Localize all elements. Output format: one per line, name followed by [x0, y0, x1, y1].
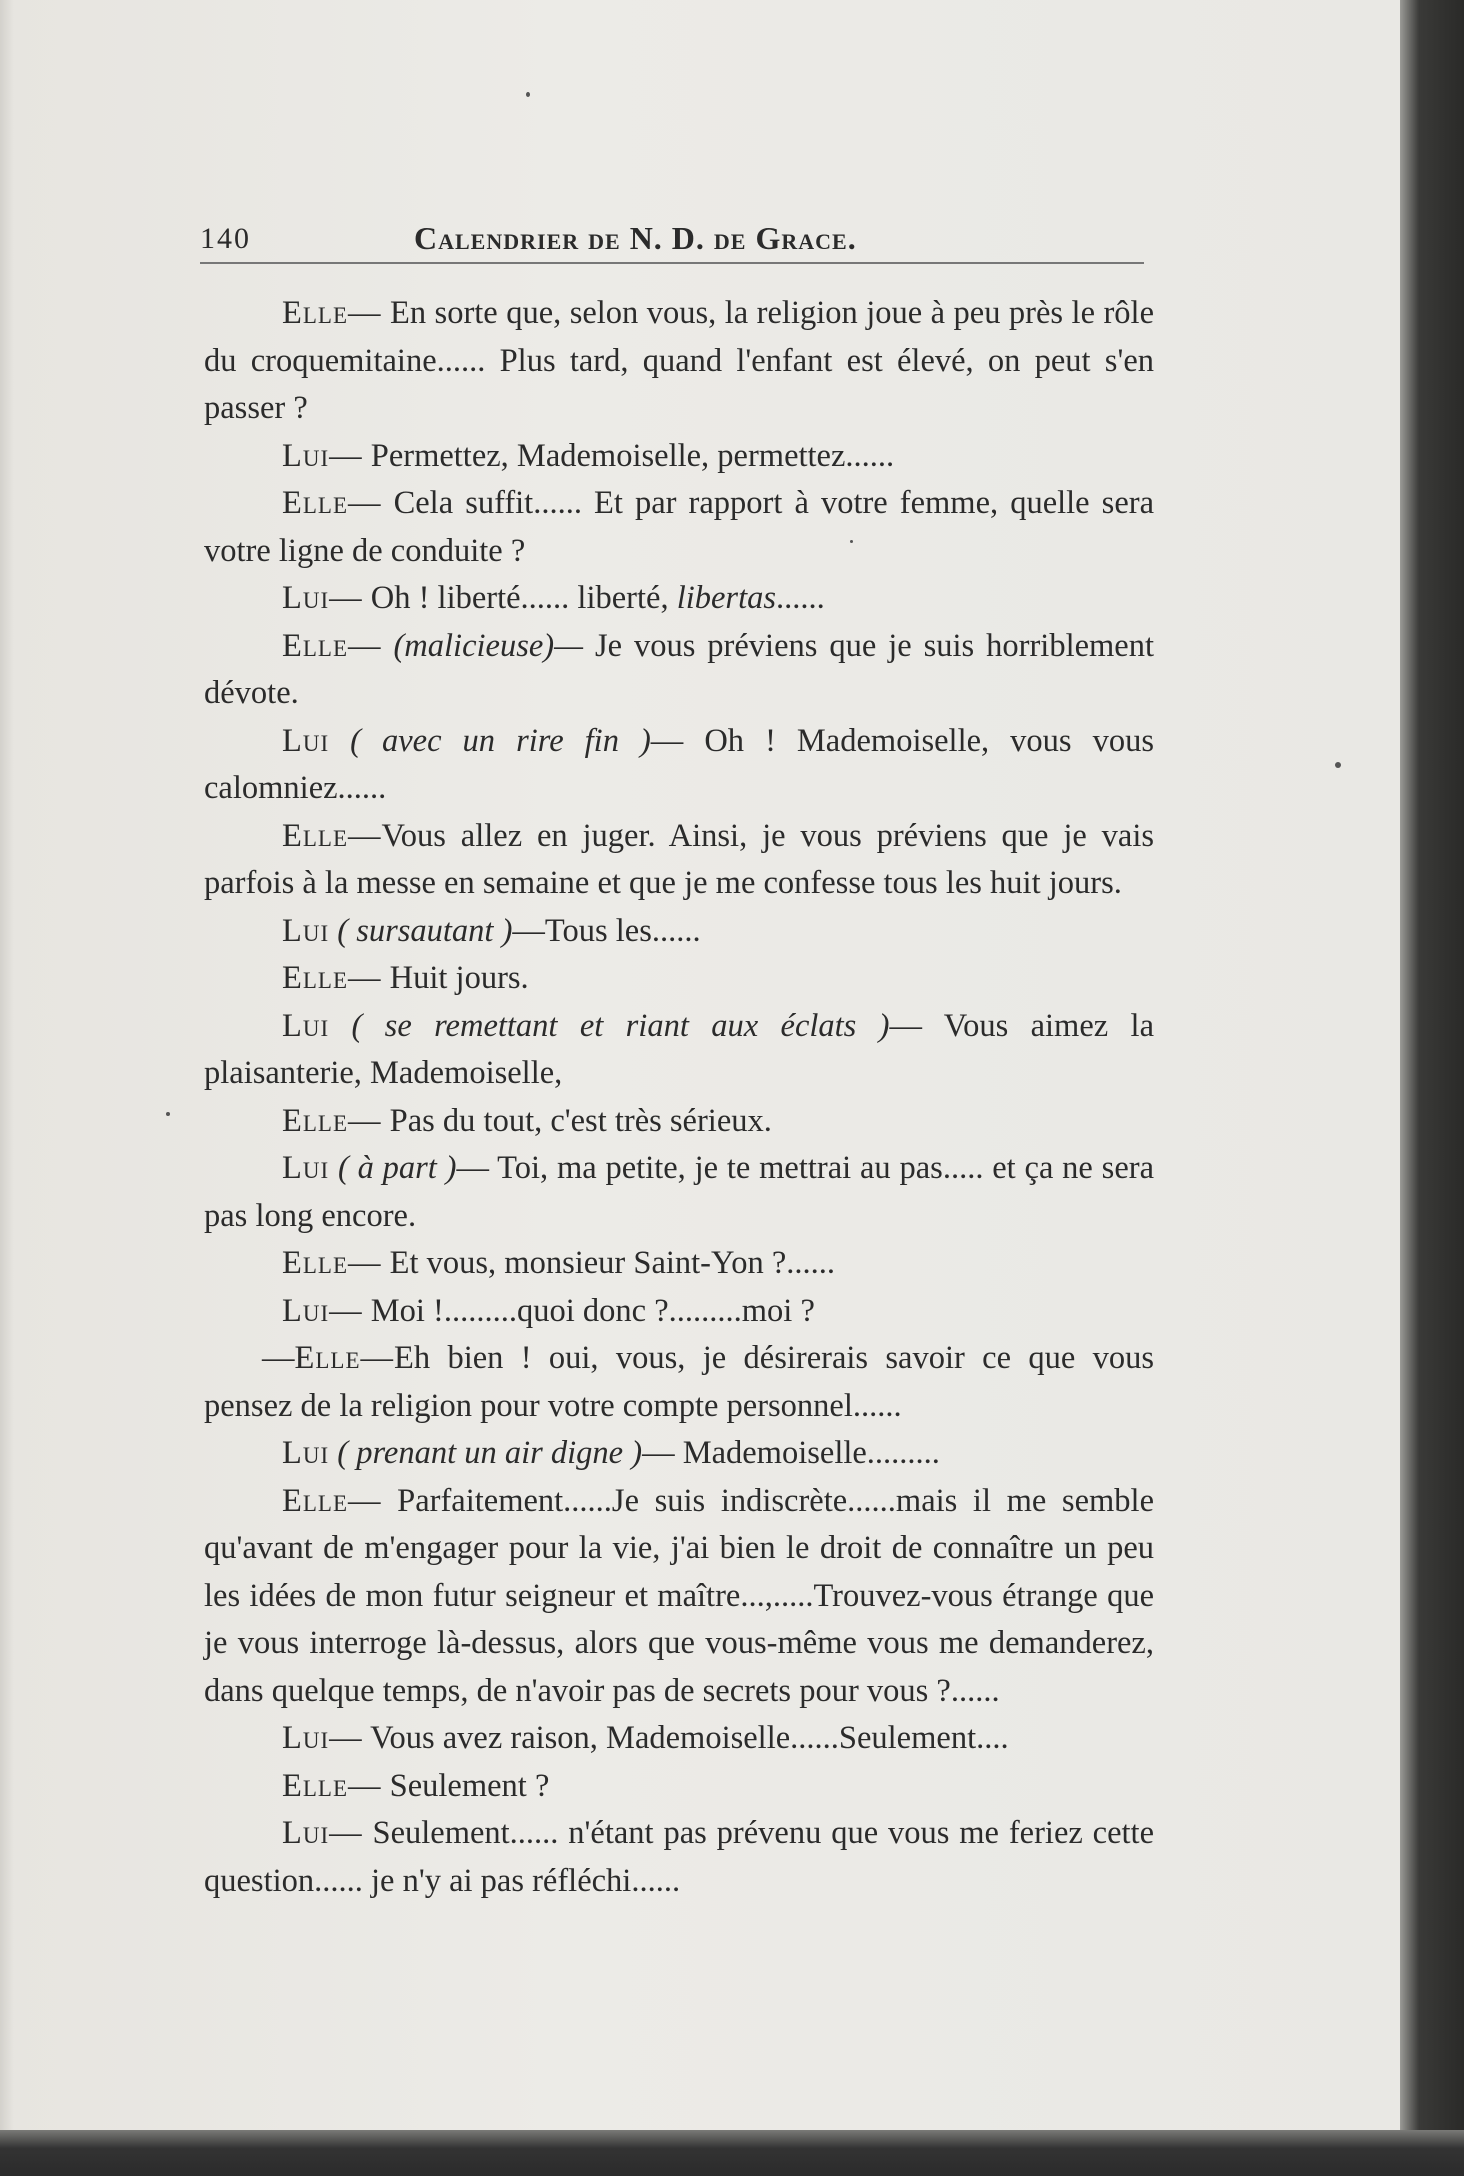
paragraph — [204, 955, 1154, 1003]
paragraph — [204, 1240, 1154, 1288]
speaker: Lui — [282, 912, 330, 949]
paragraph — [204, 1098, 1154, 1146]
speech: —Tous les...... — [512, 912, 701, 949]
speaker: Elle— — [282, 1767, 382, 1804]
stage-direction: ( à part ) — [329, 1150, 457, 1186]
speaker: Elle— — [282, 1245, 382, 1281]
paragraph — [204, 1145, 1154, 1240]
speech: Pas du tout, c'est très sérieux. — [381, 1102, 772, 1139]
stage-direction: ( se remettant et riant aux éclats ) — [329, 1007, 890, 1044]
speaker: Elle— — [282, 817, 382, 854]
paragraph — [204, 718, 1154, 813]
book-edge-right — [1400, 0, 1464, 2176]
paragraph — [204, 1478, 1154, 1716]
stage-direction: (malicieuse)— — [381, 627, 583, 664]
speech: Et vous, monsieur Saint-Yon ?...... — [381, 1245, 836, 1281]
stage-direction: ( prenant un air digne ) — [329, 1435, 643, 1471]
stage-direction: ( avec un rire fin ) — [329, 722, 651, 759]
scan-speck — [526, 92, 530, 97]
scan-speck — [850, 540, 853, 543]
speech: — Vous aimez la plaisanterie, Mademoiselle, — [204, 1007, 1154, 1091]
speech: Eh bien ! oui, vous, je désirerais savoir ce que vous pensez de la religion pour votre compte personnel...... — [204, 1340, 1154, 1424]
paragraph — [204, 1003, 1154, 1098]
speaker: Lui— — [282, 1720, 363, 1756]
speaker: Lui — [282, 1150, 330, 1186]
speaker: Lui — [282, 722, 330, 759]
speech: — Toi, ma petite, je te mettrai au pas..... et ça ne sera pas long encore. — [204, 1150, 1154, 1234]
speech: Vous allez en juger. Ainsi, je vous préviens que je vais parfois à la messe en semaine et que je me confesse tous les huit jours. — [204, 817, 1154, 901]
speaker: Elle— — [282, 627, 382, 664]
paragraph — [204, 290, 1154, 433]
speech: Cela suffit...... Et par rapport à votre femme, quelle sera votre ligne de conduite ? — [204, 485, 1154, 569]
speech: Moi !.........quoi donc ?.........moi ? — [362, 1292, 815, 1329]
book-edge-bottom — [0, 2130, 1464, 2176]
paragraph — [204, 908, 1154, 956]
speech-tail: ...... — [776, 580, 825, 616]
paragraph — [204, 1430, 1154, 1478]
paragraph — [204, 1715, 1154, 1763]
paragraph — [204, 813, 1154, 908]
scan-speck — [166, 1112, 170, 1116]
speech: Permettez, Mademoiselle, permettez...... — [362, 437, 895, 474]
speaker: Elle— — [282, 295, 382, 331]
page-shadow — [0, 0, 14, 2176]
speech: Vous avez raison, Mademoiselle......Seulement.... — [362, 1720, 1009, 1756]
speaker: Elle— — [282, 1102, 382, 1139]
speaker: Elle— — [282, 1482, 382, 1519]
stage-direction: ( sursautant ) — [329, 912, 513, 949]
page-number: 140 — [200, 222, 251, 255]
speech: Je vous préviens que je suis horriblement dévote. — [204, 627, 1155, 711]
speaker: Lui — [282, 1435, 330, 1471]
paragraph — [204, 575, 1154, 623]
speaker: Lui — [282, 1007, 330, 1044]
speaker: Elle— — [294, 1340, 395, 1376]
paragraph — [204, 433, 1154, 481]
running-head: Calendrier de N. D. de Grace. — [414, 220, 857, 256]
page-header — [200, 218, 1144, 266]
speaker: Elle— — [282, 960, 382, 996]
speaker: Lui— — [282, 1292, 363, 1329]
paragraph — [204, 1810, 1154, 1905]
paragraph — [204, 623, 1154, 718]
scan-speck — [1335, 762, 1341, 768]
dialogue-text — [204, 290, 1154, 1905]
header-rule — [200, 262, 1144, 264]
paragraph — [204, 1335, 1154, 1430]
speech: Seulement ? — [381, 1767, 550, 1804]
speaker: Lui— — [282, 1815, 363, 1851]
stage-direction: libertas — [676, 580, 777, 616]
speaker: Lui— — [282, 437, 363, 474]
speech: Parfaitement......Je suis indiscrète......mais il me semble qu'avant de m'engager pour la vie, j'ai bien le droit de connaître un peu les idées de mon futur seigneur et maître...,.....Trouvez-vous étrange que je vous interroge là-dessus, alors que vous-même vous me demanderez, dans quelque temps, de n'avoir pas de secrets pour vous ?...... — [204, 1482, 1154, 1709]
speaker: Elle— — [282, 485, 382, 521]
paragraph — [204, 1288, 1154, 1336]
speech: — Mademoiselle......... — [642, 1435, 940, 1471]
paragraph — [204, 480, 1154, 575]
speech: Huit jours. — [381, 960, 529, 996]
speech: En sorte que, selon vous, la religion joue à peu près le rôle du croquemitaine...... Plus tard, quand l'enfant est élevé, on peut s'en passer ? — [204, 295, 1154, 426]
paragraph — [204, 1763, 1154, 1811]
speech: — Oh ! Mademoiselle, vous vous calomniez...... — [204, 722, 1154, 806]
speaker: Lui— — [282, 580, 363, 616]
dash-prefix: — — [262, 1340, 295, 1376]
speech: Seulement...... n'étant pas prévenu que vous me feriez cette question...... je n'y ai pas réfléchi...... — [204, 1815, 1154, 1899]
speech: Oh ! liberté...... liberté, — [362, 580, 677, 616]
